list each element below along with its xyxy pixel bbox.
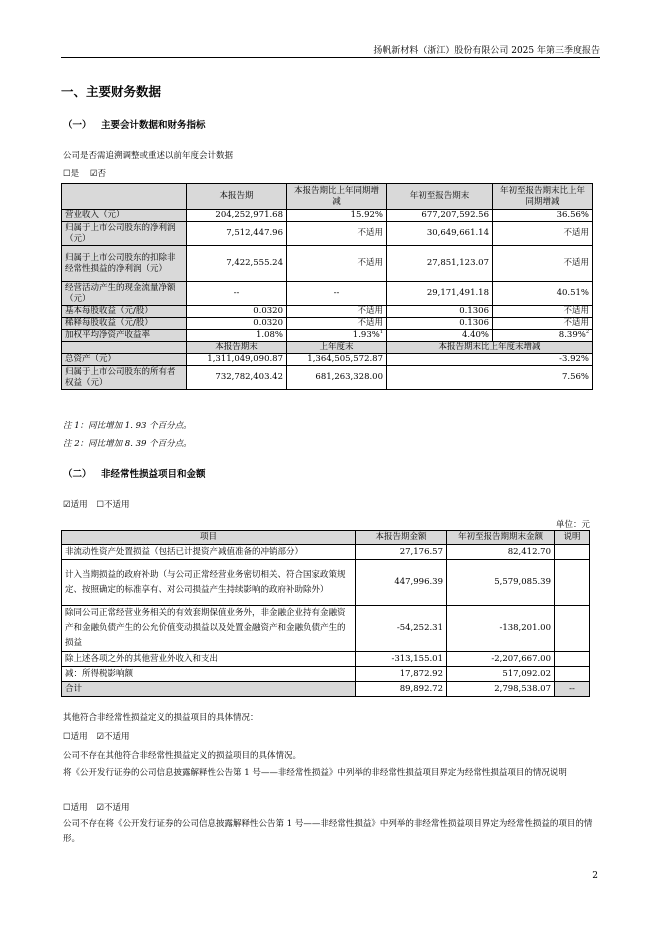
cell-value — [555, 667, 590, 682]
section-title: 一、主要财务数据 — [61, 84, 162, 99]
footnote-ref: 1 — [379, 329, 383, 336]
other-items-answer: 公司不存在其他符合非经常性损益定义的损益项目的具体情况。 — [63, 751, 302, 761]
cell-value: 732,782,403.42 — [187, 366, 287, 390]
cell-value: 不适用 — [287, 246, 387, 282]
cell-value: 不适用 — [493, 318, 593, 330]
cell-value: 89,892.72 — [356, 682, 447, 697]
cell-value: 不适用 — [493, 246, 593, 282]
header-divider — [61, 57, 600, 58]
table-row — [62, 652, 590, 667]
cell-value: 0.1306 — [387, 318, 493, 330]
table-header-cell: 年初至报告期末 — [387, 184, 493, 210]
footnote-2: 注 2：同比增加 8. 39 个百分点。 — [63, 439, 192, 449]
row-label: 稀释每股收益（元/股） — [62, 318, 187, 330]
table-row — [62, 222, 593, 246]
report-header: 扬帆新材料（浙江）股份有限公司 2025 年第三季度报告 — [373, 46, 600, 56]
table-row — [62, 366, 593, 390]
reclass-not-applicable-checkbox[interactable]: ☑不适用 — [96, 803, 130, 813]
row-label: 归属于上市公司股东的扣除非经常性损益的净利润（元） — [62, 246, 187, 282]
roe-change-value: 1.93% — [352, 330, 380, 341]
reclassification-answer: 公司不存在将《公开发行证券的公司信息披露解释性公告第 1 号——非经常性损益》中列举的非经常性损益项目界定为经常性损益的项目的情形。 — [63, 819, 593, 844]
cell-value: 29,171,491.18 — [387, 282, 493, 306]
cell-value: -- — [287, 282, 387, 306]
cell-value: 不适用 — [287, 318, 387, 330]
item-label: 合计 — [62, 682, 356, 697]
row-label: 经营活动产生的现金流量净额（元） — [62, 282, 187, 306]
reclassification-question: 将《公开发行证券的公司信息披露解释性公告第 1 号——非经常性损益》中列举的非经常性损益项目界定为经常性损益项目的情况说明 — [63, 768, 567, 778]
table-row — [62, 246, 593, 282]
item-label: 计入当期损益的政府补助（与公司正常经营业务密切相关、符合国家政策规定、按照确定的标准享有、对公司损益产生持续影响的政府补助除外） — [62, 560, 356, 606]
key-financial-table — [61, 183, 593, 390]
non-recurring-table — [61, 530, 590, 697]
row-label: 基本每股收益（元/股） — [62, 306, 187, 318]
cell-value — [555, 652, 590, 667]
page-number: 2 — [592, 871, 598, 881]
table-row — [62, 210, 593, 222]
cell-value: 27,851,123.07 — [387, 246, 493, 282]
other-items-options — [63, 730, 131, 742]
table-row — [62, 545, 590, 560]
cell-value: 40.51% — [493, 282, 593, 306]
cell-value: 0.0320 — [187, 318, 287, 330]
cell-value: -313,155.01 — [356, 652, 447, 667]
table-header-cell — [62, 184, 187, 210]
table-header-cell: 本报告期末比上年度末增减 — [387, 342, 593, 354]
item-label: 减：所得税影响额 — [62, 667, 356, 682]
cell-value: 30,649,661.14 — [387, 222, 493, 246]
table-row — [62, 318, 593, 330]
option-no-checkbox[interactable]: ☑否 — [89, 169, 106, 179]
cell-value — [555, 606, 590, 652]
cell-value: 不适用 — [287, 222, 387, 246]
subsection-label: 主要会计数据和财务指标 — [101, 120, 206, 131]
table-row — [62, 282, 593, 306]
table-row — [62, 606, 590, 652]
cell-value: 不适用 — [287, 306, 387, 318]
cell-value: 不适用 — [493, 306, 593, 318]
cell-value: 7.56% — [387, 366, 593, 390]
table-row — [62, 560, 590, 606]
cell-value: 7,422,555.24 — [187, 246, 287, 282]
other-not-applicable-checkbox[interactable]: ☑不适用 — [96, 732, 130, 742]
other-applicable-checkbox[interactable]: ☐适用 — [63, 732, 88, 742]
cell-value: -54,252.31 — [356, 606, 447, 652]
table-row — [62, 306, 593, 318]
subsection-title-1 — [63, 117, 206, 131]
applicable-options — [63, 498, 131, 510]
applicable-yes-checkbox[interactable]: ☑适用 — [63, 500, 88, 510]
cell-value: 27,176.57 — [356, 545, 447, 560]
item-label: 非流动性资产处置损益（包括已计提资产减值准备的冲销部分） — [62, 545, 356, 560]
applicable-no-checkbox[interactable]: ☐不适用 — [96, 500, 130, 510]
table-row — [62, 330, 593, 342]
cell-value: -138,201.00 — [447, 606, 555, 652]
row-label: 加权平均净资产收益率 — [62, 330, 187, 342]
cell-value: 5,579,085.39 — [447, 560, 555, 606]
retro-question: 公司是否需追溯调整或重述以前年度会计数据 — [63, 151, 234, 161]
cell-value: 不适用 — [493, 222, 593, 246]
cell-value: 1.08% — [187, 330, 287, 342]
cell-value: 517,092.02 — [447, 667, 555, 682]
cell-value: 7,512,447.96 — [187, 222, 287, 246]
roe-ytd-change-value: 8.39% — [558, 330, 586, 341]
footnote-ref: 2 — [585, 329, 589, 336]
other-items-question: 其他符合非经常性损益定义的损益项目的具体情况： — [63, 713, 259, 723]
cell-value: 17,872.92 — [356, 667, 447, 682]
option-yes-checkbox[interactable]: ☐是 — [63, 169, 80, 179]
cell-value — [493, 330, 593, 342]
table-header-cell: 上年度末 — [287, 342, 387, 354]
cell-value: 36.56% — [493, 210, 593, 222]
retro-options — [63, 167, 108, 179]
subsection-title-2 — [63, 466, 206, 480]
cell-value: 82,412.70 — [447, 545, 555, 560]
cell-value — [555, 560, 590, 606]
table-header-cell: 本报告期 — [187, 184, 287, 210]
cell-value: 0.0320 — [187, 306, 287, 318]
cell-value: -- — [555, 682, 590, 697]
unit-label: 单位：元 — [555, 520, 590, 530]
table-row — [62, 354, 593, 366]
table-row — [62, 682, 590, 697]
footnote-1: 注 1：同比增加 1. 93 个百分点。 — [63, 421, 192, 431]
item-label: 除上述各项之外的其他营业外收入和支出 — [62, 652, 356, 667]
row-label: 营业收入（元） — [62, 210, 187, 222]
table-header-cell: 说明 — [555, 531, 590, 545]
subsection-number: （一） — [63, 120, 92, 131]
reclassification-options — [63, 801, 131, 813]
cell-value: 677,207,592.56 — [387, 210, 493, 222]
cell-value: -2,207,667.00 — [447, 652, 555, 667]
cell-value: 681,263,328.00 — [287, 366, 387, 390]
table-header-cell: 年初至报告期末比上年同期增减 — [493, 184, 593, 210]
row-label: 总资产（元） — [62, 354, 187, 366]
cell-value: 15.92% — [287, 210, 387, 222]
cell-value — [287, 330, 387, 342]
subsection-number: （二） — [63, 469, 92, 480]
reclass-applicable-checkbox[interactable]: ☐适用 — [63, 803, 88, 813]
row-label: 归属于上市公司股东的所有者权益（元） — [62, 366, 187, 390]
subsection-label: 非经常性损益项目和金额 — [101, 469, 206, 480]
row-label: 归属于上市公司股东的净利润（元） — [62, 222, 187, 246]
cell-value: -- — [187, 282, 287, 306]
table-header-cell: 项目 — [62, 531, 356, 545]
table-header-cell: 年初至报告期期末金额 — [447, 531, 555, 545]
cell-value: 2,798,538.07 — [447, 682, 555, 697]
cell-value: 1,311,049,090.87 — [187, 354, 287, 366]
cell-value: 1,364,505,572.87 — [287, 354, 387, 366]
table-row — [62, 667, 590, 682]
cell-value: 447,996.39 — [356, 560, 447, 606]
table-header-cell: 本报告期比上年同期增减 — [287, 184, 387, 210]
cell-value: 204,252,971.68 — [187, 210, 287, 222]
cell-value: 0.1306 — [387, 306, 493, 318]
table-header-cell: 本报告期末 — [187, 342, 287, 354]
cell-value: 4.40% — [387, 330, 493, 342]
item-label: 除同公司正常经营业务相关的有效套期保值业务外，非金融企业持有金融资产和金融负债产生的公允价值变动损益以及处置金融资产和金融负债产生的损益 — [62, 606, 356, 652]
cell-value — [555, 545, 590, 560]
cell-value: -3.92% — [387, 354, 593, 366]
table-header-cell — [62, 342, 187, 354]
table-header-cell: 本报告期金额 — [356, 531, 447, 545]
